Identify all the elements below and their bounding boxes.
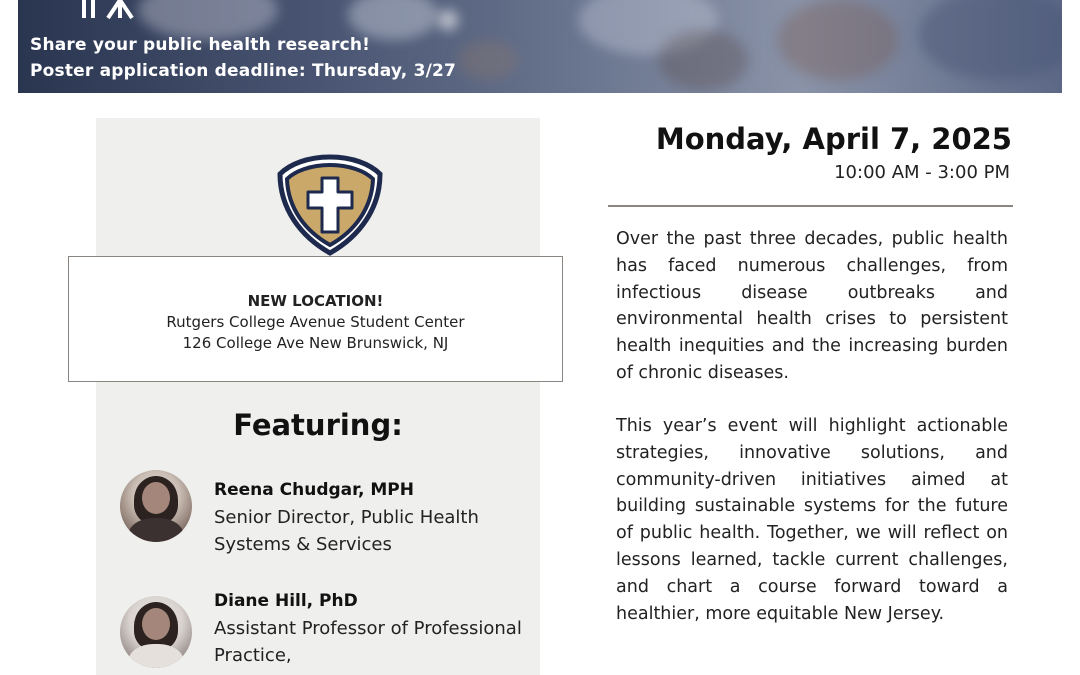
speaker-role-2: Assistant Professor of Professional Practice, (214, 618, 522, 666)
hero-banner (18, 0, 1062, 93)
banner-line-1: Share your public health research! (30, 35, 371, 55)
speaker-avatar-1 (120, 470, 192, 542)
location-heading: NEW LOCATION! (247, 292, 384, 310)
location-venue: Rutgers College Avenue Student Center (166, 313, 465, 331)
speaker-avatar-2 (120, 596, 192, 668)
banner-text (30, 32, 456, 84)
description-paragraph-2: This year’s event will highlight actionable strategies, innovative solutions, and community-driven initiatives aimed at building sustainable systems for the future of public health. Together, we will reflect on lessons learned, tackle current challenges, and chart a course forward toward a healthier, more equitable New Jersey. (616, 416, 1008, 624)
banner-logo-icon (74, 0, 144, 20)
description-paragraph-1: Over the past three decades, public health has faced numerous challenges, from infectious disease outbreaks and environmental health crises to persistent health inequities and the increasing burden of chronic diseases. (616, 229, 1008, 383)
banner-line-2: Poster application deadline: Thursday, 3/27 (30, 61, 457, 81)
location-address: 126 College Ave New Brunswick, NJ (182, 334, 449, 352)
event-date: Monday, April 7, 2025 (655, 122, 1012, 156)
speaker-name-2: Diane Hill, PhD (214, 591, 358, 611)
speaker-role-1: Senior Director, Public Health Systems & Services (214, 507, 479, 555)
featuring-title: Featuring: (233, 408, 403, 442)
event-time: 10:00 AM - 3:00 PM (834, 162, 1010, 183)
shield-cross-icon (276, 154, 384, 256)
location-box (68, 256, 563, 382)
speaker-name-1: Reena Chudgar, MPH (214, 480, 414, 500)
divider (608, 205, 1013, 207)
